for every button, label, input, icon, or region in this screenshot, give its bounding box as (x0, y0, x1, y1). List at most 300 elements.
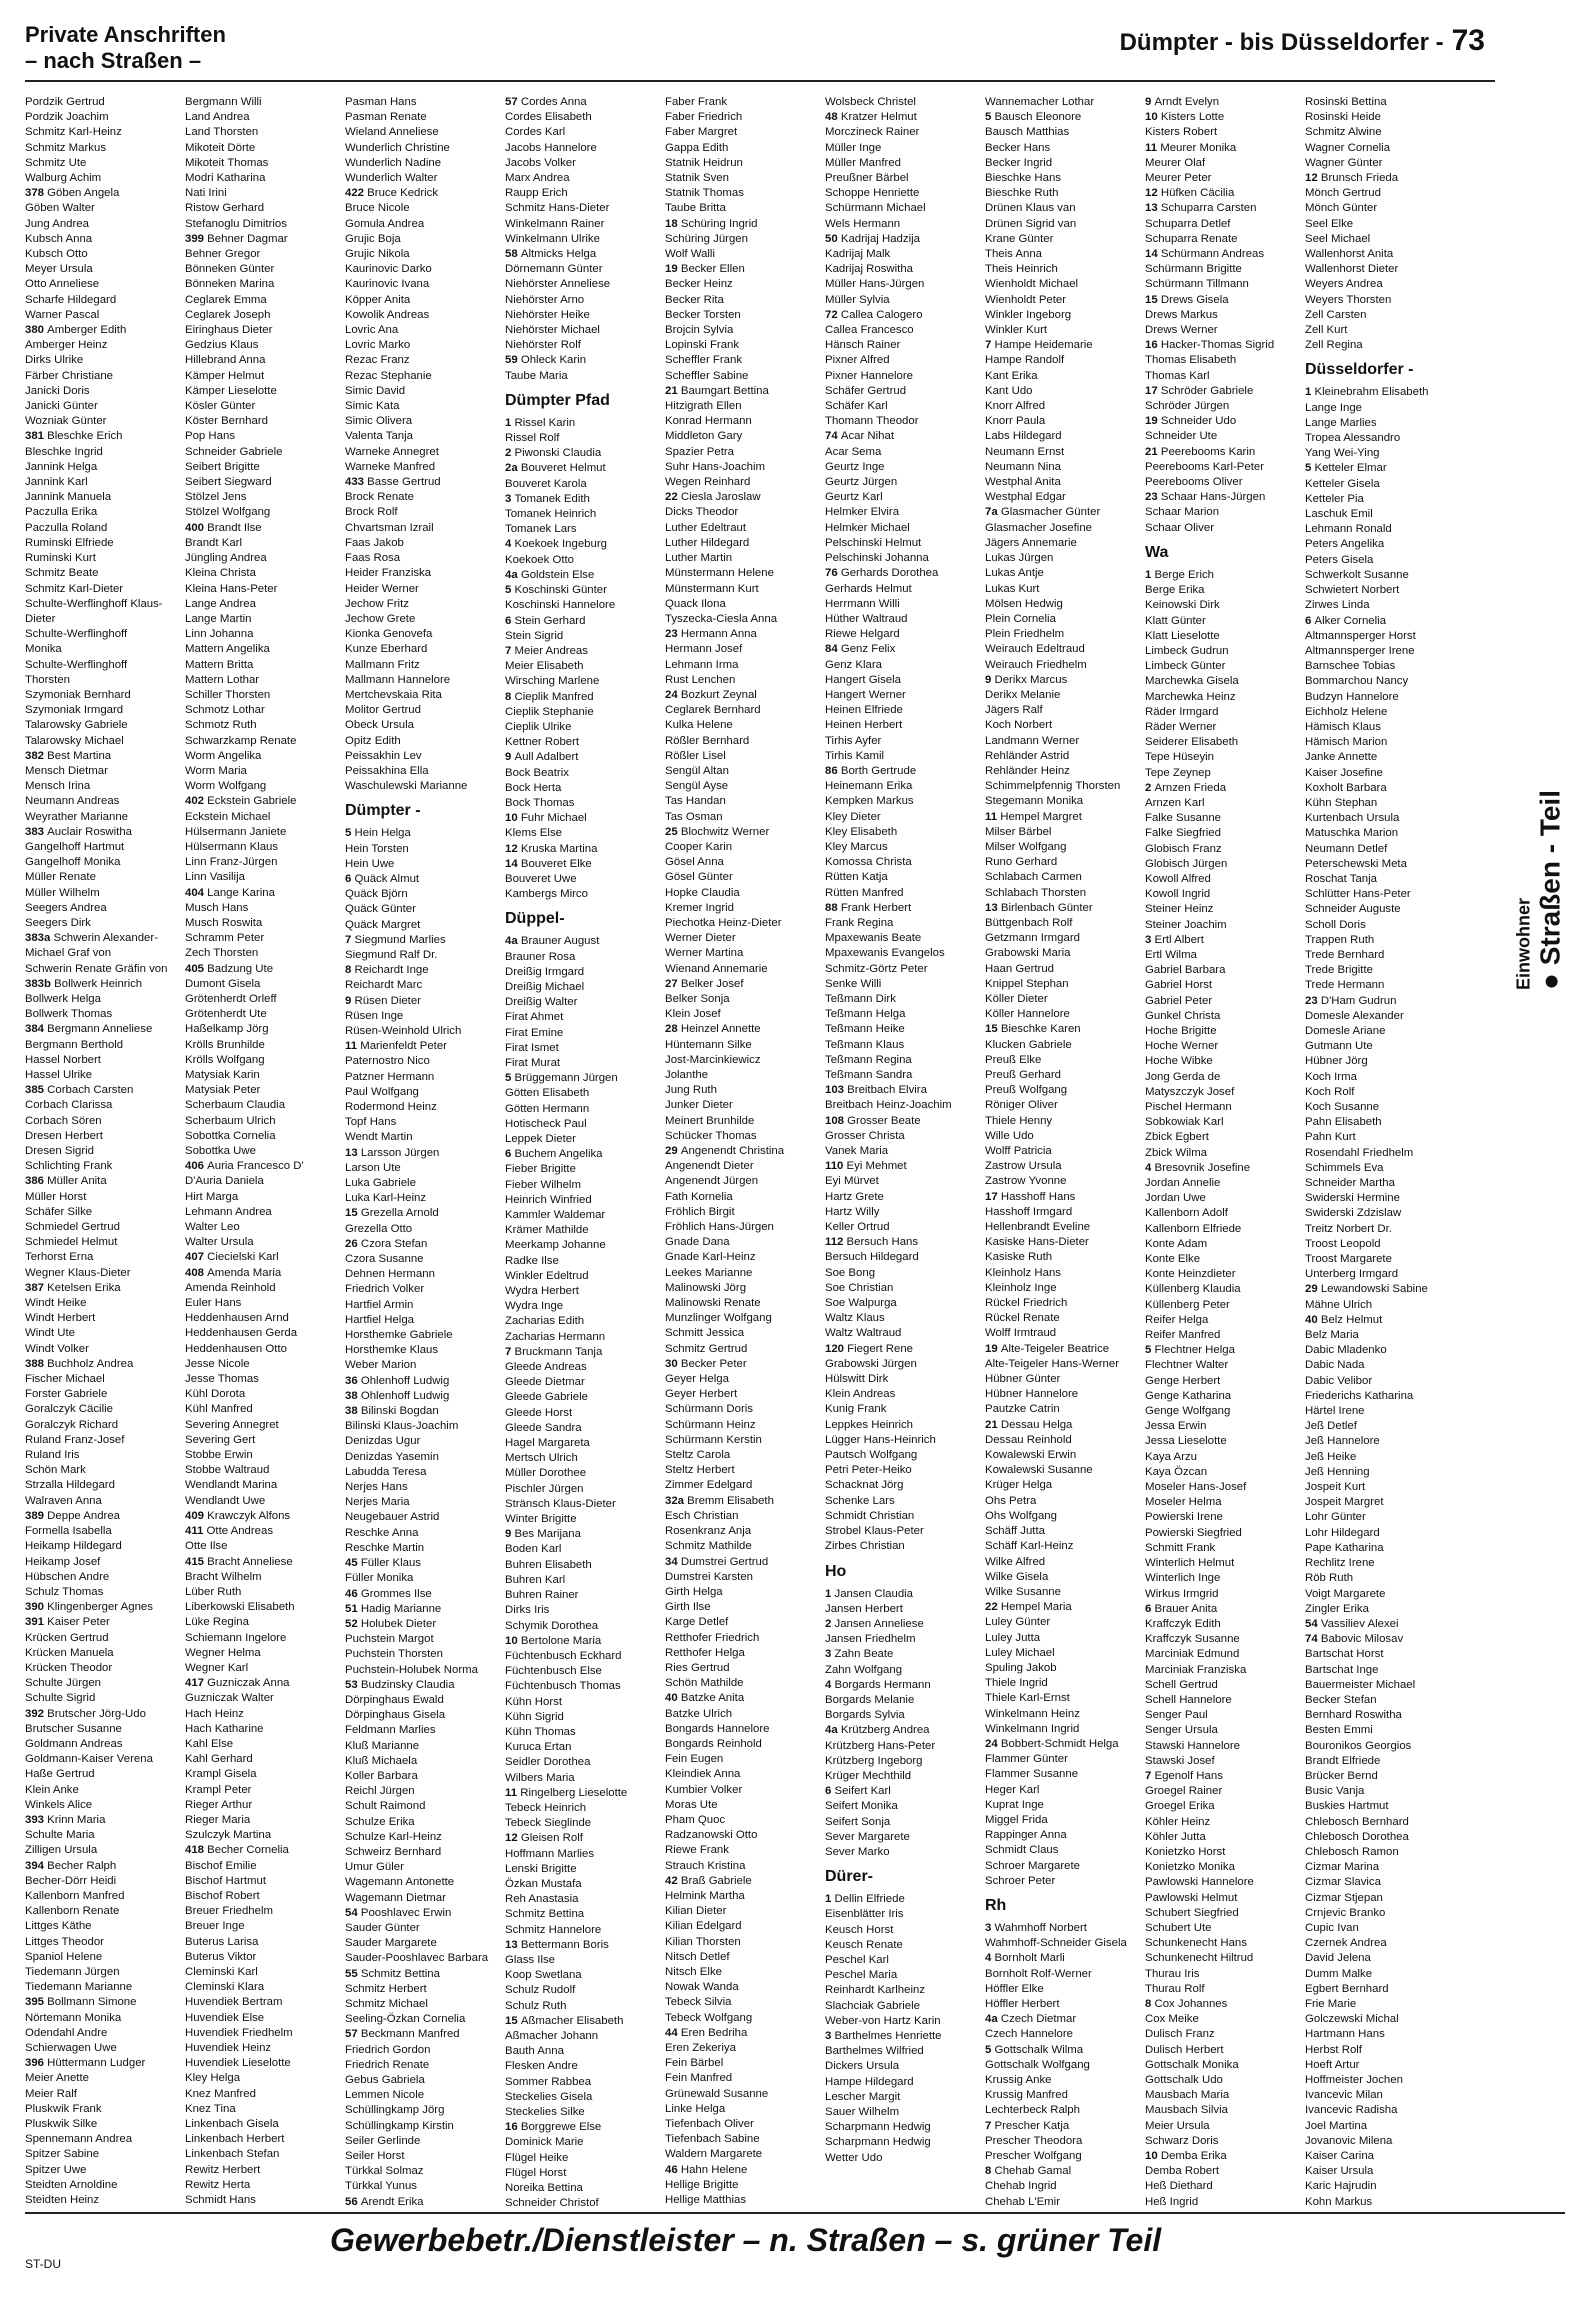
resident-entry: Glass Ilse (505, 1953, 556, 1966)
resident-entry: Brojcin Sylvia (665, 324, 734, 337)
resident-entry: Ivancevic Milan (1305, 2089, 1383, 2102)
resident-entry: Milser Wolfgang (985, 840, 1067, 853)
resident-entry: Bergmann Berthold (25, 1038, 124, 1051)
resident-entry: Simic David (345, 384, 406, 397)
resident-entry: Weyers Thorsten (1305, 293, 1392, 306)
resident-entry: Haßelkamp Jörg (185, 1023, 269, 1036)
resident-entry: Knez Tina (185, 2102, 236, 2115)
resident-entry: Faas Jakob (345, 536, 404, 549)
resident-entry: Kallenborn Manfred (25, 1889, 125, 1902)
resident-entry: Linkenbach Herbert (185, 2133, 285, 2146)
resident-entry: Neugebauer Astrid (345, 1511, 440, 1524)
resident-entry: Strauch Kristina (665, 1859, 746, 1872)
resident-entry: Köster Bernhard (185, 415, 268, 428)
resident-entry: Borgards Sylvia (825, 1709, 905, 1722)
resident-entry: Sengül Ayse (665, 780, 729, 793)
resident-entry: 9 Rüsen Dieter (345, 994, 421, 1007)
resident-entry: Niehörster Michael (505, 324, 600, 337)
resident-entry: Patzner Hermann (345, 1070, 435, 1083)
resident-entry: Thiele Ingrid (985, 1677, 1048, 1690)
resident-entry: Seifert Sonja (825, 1815, 891, 1828)
resident-entry: Preuß Gerhard (985, 1069, 1061, 1081)
resident-entry: Luther Martin (665, 552, 733, 565)
resident-entry: Ketteler Pia (1305, 492, 1364, 505)
resident-entry: 6 Alker Cornelia (1305, 614, 1387, 627)
resident-entry: Tiefenbach Sabine (665, 2133, 760, 2146)
resident-entry: Eren Zekeriya (665, 2042, 736, 2054)
resident-entry: Besten Emmi (1305, 1724, 1373, 1737)
street-heading: Ho (825, 1562, 847, 1580)
resident-entry: Walter Leo (185, 1221, 240, 1234)
resident-entry: Bartschat Inge (1305, 1663, 1379, 1676)
resident-entry: Matyszczyk Josef (1145, 1085, 1235, 1098)
resident-entry: 12 Kruska Martina (505, 842, 598, 855)
resident-entry: Jansen Herbert (825, 1602, 903, 1615)
resident-entry: 17 Hasshoff Hans (985, 1190, 1076, 1203)
resident-entry: Senger Ursula (1145, 1724, 1218, 1737)
resident-entry: Huvendiek Lieselotte (185, 2057, 291, 2070)
resident-entry: Schroer Peter (985, 1874, 1056, 1887)
resident-entry: 18 Schüring Ingrid (665, 217, 758, 230)
resident-entry: Faas Rosa (345, 552, 401, 565)
resident-entry: Schäfer Silke (25, 1205, 93, 1218)
resident-entry: Schimmels Eva (1305, 1161, 1384, 1174)
resident-entry: Füchtenbusch Else (505, 1665, 602, 1678)
resident-entry: Zimmer Edelgard (665, 1479, 753, 1492)
resident-entry: Wahmhoff-Schneider Gisela (985, 1937, 1127, 1950)
resident-entry: Wannemacher Lothar (985, 96, 1095, 108)
resident-entry: Radke Ilse (505, 1254, 559, 1267)
resident-entry: Horsthemke Gabriele (345, 1329, 453, 1342)
resident-entry: Dieter (25, 612, 56, 625)
resident-entry: Wilke Gisela (985, 1570, 1049, 1583)
resident-entry: Falke Siegfried (1145, 827, 1221, 840)
resident-entry: Jovanovic Milena (1305, 2134, 1393, 2147)
resident-entry: Statnik Sven (665, 172, 729, 185)
resident-entry: Konietzko Horst (1145, 1845, 1226, 1858)
resident-entry: Peschel Maria (825, 1969, 898, 1982)
resident-entry: 12 Gleisen Rolf (505, 1832, 583, 1845)
resident-entry: Schlabach Carmen (985, 871, 1082, 884)
resident-entry: Reichl Jürgen (345, 1785, 415, 1798)
resident-entry: Kallenborn Renate (25, 1905, 120, 1918)
resident-entry: Angenendt Jürgen (665, 1175, 759, 1188)
resident-entry: Denizdas Yasemin (345, 1450, 439, 1463)
resident-entry: Schmitz Beate (25, 567, 99, 580)
resident-entry: Köhler Heinz (1145, 1815, 1211, 1828)
resident-entry: Moseler Hans-Josef (1145, 1481, 1247, 1494)
resident-entry: Wolf Walli (665, 248, 715, 261)
resident-entry: Kulka Helene (665, 719, 733, 732)
resident-entry: Luley Günter (985, 1616, 1051, 1629)
resident-entry: Kaya Arzu (1145, 1450, 1197, 1463)
resident-entry: Grabowski Jürgen (825, 1357, 917, 1370)
resident-entry: Krücken Gertrud (25, 1631, 109, 1644)
resident-entry: Kraffczyk Susanne (1145, 1633, 1240, 1646)
resident-entry: Zacharias Hermann (505, 1330, 606, 1343)
resident-entry: Brücker Bernd (1305, 1769, 1378, 1782)
resident-entry: Winterlich Inge (1145, 1572, 1221, 1585)
resident-entry: Hämisch Marion (1305, 736, 1388, 749)
resident-entry: Hübschen Andre (25, 1570, 110, 1583)
resident-entry: Buhren Elisabeth (505, 1558, 592, 1571)
resident-entry: Keinowski Dirk (1145, 599, 1220, 612)
resident-entry: Scharfe Hildegard (25, 293, 117, 306)
resident-entry: Jannink Helga (25, 460, 98, 473)
resident-entry: Seifert Monika (825, 1800, 898, 1813)
resident-entry: Lange Andrea (185, 597, 256, 610)
resident-entry: 5 Flechtner Helga (1145, 1344, 1235, 1357)
resident-entry: Kettner Robert (505, 736, 580, 749)
resident-entry: Zastrow Ursula (985, 1160, 1062, 1173)
resident-entry: Kunze Eberhard (345, 643, 428, 656)
resident-entry: Michael Graf von (25, 947, 112, 960)
resident-entry: 384 Bergmann Anneliese (25, 1023, 153, 1036)
resident-entry: Schell Gertrud (1145, 1678, 1218, 1691)
resident-entry: Getzmann Irmgard (985, 932, 1080, 945)
resident-entry: Hasshoff Irmgard (985, 1205, 1073, 1218)
resident-entry: 6 Buchem Angelika (505, 1148, 603, 1161)
resident-entry: Dresen Sigrid (25, 1145, 95, 1158)
resident-entry: Powierski Irene (1145, 1511, 1223, 1524)
resident-entry: Schneider Gabriele (185, 445, 283, 458)
resident-entry: 404 Lange Karina (185, 886, 275, 899)
resident-entry: Steckelies Silke (505, 2106, 585, 2118)
resident-entry: Schmitz Markus (25, 141, 107, 154)
resident-entry: Wagner Cornelia (1305, 141, 1391, 154)
resident-entry: Krüger Mechthild (825, 1769, 912, 1782)
resident-entry: Heddenhausen Gerda (185, 1327, 298, 1340)
resident-entry: Troost Leopold (1305, 1237, 1381, 1250)
resident-entry: Drünen Sigrid van (985, 217, 1077, 230)
resident-entry: 7 Meier Andreas (505, 644, 588, 657)
resident-entry: Bongards Hannelore (665, 1722, 770, 1735)
street-heading: Wa (1145, 543, 1169, 561)
resident-entry: Schürmann Heinz (665, 1418, 756, 1431)
resident-entry: Stefanoglu Dimitrios (185, 217, 287, 230)
resident-entry: Hülsermann Janiete (185, 825, 287, 838)
resident-entry: Lenski Brigitte (505, 1862, 577, 1875)
resident-entry: Karge Detlef (665, 1616, 729, 1629)
resident-entry: Rodermond Heinz (345, 1101, 437, 1113)
resident-entry: Schneider Auguste (1305, 903, 1401, 916)
resident-entry: Knorr Alfred (985, 400, 1046, 413)
resident-entry: Jeß Henning (1305, 1465, 1370, 1478)
resident-entry: 55 Schmitz Bettina (345, 1967, 440, 1980)
resident-entry: Lukas Antje (985, 567, 1044, 580)
resident-entry: Hillebrand Anna (185, 354, 266, 367)
resident-entry: Linn Vasilija (185, 871, 245, 884)
resident-entry: 22 Hempel Maria (985, 1601, 1072, 1614)
resident-entry: Labs Hildegard (985, 430, 1062, 443)
resident-entry: 74 Acar Nihat (825, 430, 895, 443)
resident-entry: Konrad Hermann (665, 415, 752, 428)
resident-entry: Ries Gertrud (665, 1661, 730, 1674)
street-heading: Düppel- (505, 910, 565, 928)
resident-entry: Jolanthe (665, 1069, 709, 1081)
resident-entry: 7 Bruckmann Tanja (505, 1345, 603, 1358)
resident-entry: Rieger Arthur (185, 1798, 253, 1811)
resident-entry: Walraven Anna (25, 1494, 102, 1507)
resident-entry: Matysiak Karin (185, 1069, 260, 1081)
resident-entry: 16 Borggrewe Else (505, 2121, 602, 2134)
resident-entry: 386 Müller Anita (25, 1175, 107, 1188)
resident-entry: Faber Frank (665, 96, 728, 108)
resident-entry: Schulte-Werflinghoff (25, 658, 128, 671)
resident-entry: Wetter Udo (825, 2151, 883, 2164)
resident-entry: Ketteler Gisela (1305, 477, 1380, 490)
resident-entry: Helmker Michael (825, 521, 910, 534)
resident-entry: Miggel Frida (985, 1813, 1048, 1826)
resident-entry: Heß Ingrid (1145, 2195, 1199, 2208)
resident-entry: Kallenborn Elfriede (1145, 1222, 1242, 1235)
resident-entry: Gottschalk Monika (1145, 2058, 1239, 2071)
resident-entry: Worm Wolfgang (185, 780, 267, 793)
resident-entry: 2a Bouveret Helmut (505, 462, 606, 475)
resident-entry: 411 Otte Andreas (185, 1525, 274, 1538)
resident-entry: Warneke Annegret (345, 445, 439, 458)
resident-entry: Wallenhorst Anita (1305, 248, 1394, 261)
resident-entry: Tas Osman (665, 810, 723, 823)
resident-entry: Klein Anke (25, 1783, 79, 1796)
resident-entry: 15 Grezella Arnold (345, 1207, 439, 1220)
resident-entry: Schlütter Hans-Peter (1305, 888, 1411, 901)
resident-entry: Hangert Gisela (825, 673, 901, 686)
resident-entry: Westphal Anita (985, 476, 1061, 489)
resident-entry: Dreißig Walter (505, 996, 578, 1009)
resident-entry: Lange Inge (1305, 401, 1363, 414)
resident-entry: Kammler Waldemar (505, 1209, 606, 1222)
resident-entry: 409 Krawczyk Alfons (185, 1509, 291, 1522)
resident-entry: Scholl Doris (1305, 918, 1366, 931)
resident-entry: Czora Susanne (345, 1253, 424, 1266)
resident-entry: Hoche Brigitte (1145, 1024, 1217, 1037)
resident-entry: Belz Maria (1305, 1329, 1359, 1342)
resident-entry: Steidten Arnoldine (25, 2178, 118, 2191)
resident-entry: 6 Stein Gerhard (505, 614, 586, 627)
resident-entry: Goralczyk Cäcilie (25, 1403, 113, 1416)
resident-entry: 1 Berge Erich (1145, 568, 1215, 581)
resident-entry: Kisters Robert (1145, 126, 1218, 139)
resident-entry: Mertchevskaia Rita (345, 688, 442, 701)
resident-entry: Reschke Martin (345, 1541, 425, 1554)
resident-entry: Jung Ruth (665, 1084, 717, 1097)
resident-entry: Becker Ingrid (985, 156, 1053, 169)
resident-entry: Bernhard Roswitha (1305, 1709, 1402, 1722)
resident-entry: Chvartsman Izrail (345, 521, 434, 534)
resident-entry: Kilian Dieter (665, 1905, 727, 1918)
resident-entry: Brock Rolf (345, 506, 398, 519)
resident-entry: Rezac Stephanie (345, 369, 432, 382)
resident-entry: Jost-Marcinkiewicz (665, 1053, 761, 1066)
resident-entry: Steltz Carola (665, 1449, 731, 1462)
resident-entry: Gangelhoff Hartmut (25, 840, 125, 853)
resident-entry: Schramm Peter (185, 932, 265, 945)
resident-entry: Keller Ortrud (825, 1221, 890, 1234)
resident-entry: Strzalla Hildegard (25, 1479, 115, 1492)
resident-entry: 24 Bozkurt Zeynal (665, 688, 757, 701)
resident-entry: 1 Rissel Karin (505, 416, 576, 429)
resident-entry: Fischer Michael (25, 1373, 105, 1386)
resident-entry: Wallenhorst Dieter (1305, 263, 1399, 276)
resident-entry: Chehab L'Emir (985, 2195, 1060, 2208)
resident-entry: Radzanowski Otto (665, 1829, 758, 1842)
resident-entry: Jechow Fritz (345, 597, 409, 610)
resident-entry: Winkler Edeltrud (505, 1269, 589, 1282)
resident-entry: Stränsch Klaus-Dieter (505, 1497, 616, 1510)
resident-entry: Fein Manfred (665, 2072, 733, 2085)
resident-entry: Becker Heinz (665, 278, 733, 291)
resident-entry: Land Andrea (185, 111, 250, 124)
resident-entry: Kurtenbach Ursula (1305, 812, 1400, 825)
resident-entry: 7a Glasmacher Günter (985, 506, 1101, 519)
resident-entry: Weirauch Edeltraud (985, 643, 1085, 656)
resident-entry: Chehab Ingrid (985, 2180, 1057, 2193)
street-heading: Rh (985, 1896, 1007, 1914)
resident-entry: Meerkamp Johanne (505, 1239, 606, 1252)
resident-entry: Krüger Helga (985, 1479, 1053, 1492)
resident-entry: Kaiser Ursula (1305, 2165, 1374, 2178)
resident-entry: 23 Hermann Anna (665, 628, 757, 641)
resident-entry: Domesle Alexander (1305, 1009, 1404, 1022)
resident-entry: Golczewski Michal (1305, 2013, 1399, 2026)
resident-entry: Schacknat Jörg (825, 1479, 904, 1492)
resident-entry: 72 Callea Calogero (825, 308, 923, 321)
resident-entry: Kühn Sigrid (505, 1710, 564, 1723)
resident-entry: 3 Wahmhoff Norbert (985, 1921, 1087, 1934)
resident-entry: Rosinski Heide (1305, 111, 1381, 124)
resident-entry: Talarowsky Gabriele (25, 719, 128, 732)
resident-entry: Schoppe Henriette (825, 187, 920, 200)
resident-entry: Dumont Gisela (185, 977, 261, 990)
resident-entry: Lechterbeck Ralph (985, 2104, 1080, 2117)
resident-entry: Götten Elisabeth (505, 1087, 590, 1100)
resident-entry: Winkelmann Ingrid (985, 1722, 1080, 1735)
resident-entry: Schimmelpfennig Thorsten (985, 780, 1121, 793)
resident-entry: Hampe Hildegard (825, 2075, 914, 2088)
resident-entry: Rezac Franz (345, 354, 410, 367)
resident-entry: Türkkal Yunus (345, 2180, 417, 2193)
resident-entry: Rust Lenchen (665, 673, 736, 686)
resident-entry: Heikamp Hildegard (25, 1540, 122, 1553)
resident-entry: Janicki Günter (25, 400, 98, 413)
resident-entry: Röniger Oliver (985, 1099, 1058, 1112)
resident-entry: Reschke Anna (345, 1526, 419, 1539)
resident-entry: Röb Ruth (1305, 1572, 1354, 1585)
resident-entry: Altmannsperger Irene (1305, 644, 1415, 657)
resident-entry: Raupp Erich (505, 187, 568, 200)
resident-entry: 29 Angenendt Christina (665, 1145, 785, 1158)
resident-entry: Hermann Josef (665, 643, 743, 656)
resident-entry: Linkenbach Gisela (185, 2118, 279, 2131)
resident-entry: Schmitz Bettina (505, 1908, 585, 1921)
resident-entry: Stölzel Wolfgang (185, 506, 271, 519)
resident-entry: 4a Krützberg Andrea (825, 1724, 930, 1737)
resident-entry: Krölls Brunhilde (185, 1038, 265, 1051)
resident-entry: Lukas Jürgen (985, 552, 1054, 565)
resident-entry: Schell Hannelore (1145, 1693, 1232, 1706)
resident-entry: Köhler Jutta (1145, 1830, 1206, 1843)
resident-entry: Lovric Ana (345, 324, 399, 337)
resident-entry: 3 Tomanek Edith (505, 492, 590, 505)
resident-entry: 405 Badzung Ute (185, 962, 274, 975)
resident-entry: 3 Ertl Albert (1145, 933, 1204, 946)
resident-entry: Opitz Edith (345, 734, 401, 747)
resident-entry: Seiler Horst (345, 2150, 405, 2163)
resident-entry: Jeß Detlef (1305, 1420, 1357, 1433)
resident-entry: 394 Becher Ralph (25, 1859, 117, 1872)
resident-entry: Piechotka Heinz-Dieter (665, 916, 782, 929)
footer-code: ST-DU (25, 2257, 61, 2271)
resident-entry: Özkan Mustafa (505, 1877, 582, 1890)
resident-entry: Grabowski Maria (985, 947, 1071, 960)
resident-entry: Dirks Iris (505, 1604, 550, 1617)
resident-entry: Malinowski Jörg (665, 1281, 747, 1294)
resident-entry: 32a Bremm Elisabeth (665, 1494, 774, 1507)
resident-entry: Tomanek Heinrich (505, 508, 597, 521)
resident-entry: Grujic Nikola (345, 248, 410, 261)
resident-entry: Joel Martina (1305, 2119, 1368, 2132)
resident-entry: 2 Arnzen Frieda (1145, 781, 1227, 794)
resident-entry: Lescher Margit (825, 2090, 901, 2103)
resident-entry: Räder Irmgard (1145, 705, 1219, 718)
resident-entry: Schulze Karl-Heinz (345, 1830, 442, 1843)
resident-entry: Gösel Anna (665, 856, 724, 869)
resident-entry: Kaya Özcan (1145, 1465, 1208, 1478)
resident-entry: Molitor Gertrud (345, 704, 421, 717)
resident-entry: Derikx Melanie (985, 688, 1061, 701)
resident-entry: Müller Inge (825, 141, 882, 154)
resident-entry: Niehörster Arno (505, 293, 585, 306)
resident-entry: 21 Dessau Helga (985, 1418, 1073, 1431)
resident-entry: Mattern Lothar (185, 673, 260, 686)
resident-entry: Pham Quoc (665, 1813, 726, 1826)
resident-entry: Brandt Karl (185, 536, 242, 549)
resident-entry: Heikamp Josef (25, 1555, 101, 1568)
resident-entry: Horsthemke Klaus (345, 1344, 439, 1357)
resident-entry: Malinowski Renate (665, 1297, 761, 1310)
resident-entry: Jeß Heike (1305, 1450, 1357, 1463)
resident-entry: Tiefenbach Oliver (665, 2118, 754, 2131)
resident-entry: Rüsen-Weinhold Ulrich (345, 1024, 462, 1037)
directory-column (1145, 95, 1305, 2210)
resident-entry: Zahn Wolfgang (825, 1663, 903, 1676)
resident-entry: Winkler Kurt (985, 324, 1048, 337)
resident-entry: Junker Dieter (665, 1099, 733, 1112)
resident-entry: Fath Kornelia (665, 1190, 733, 1203)
resident-entry: Flesken Andre (505, 2060, 578, 2073)
resident-entry: Rückel Renate (985, 1312, 1060, 1325)
resident-entry: Firat Emine (505, 1026, 564, 1039)
resident-entry: Wendlandt Uwe (185, 1494, 266, 1507)
resident-entry: 12 Brunsch Frieda (1305, 172, 1399, 185)
resident-entry: Schmidt Christian (825, 1509, 915, 1522)
resident-entry: Hülswitt Dirk (825, 1373, 889, 1386)
resident-entry: Bouveret Karola (505, 477, 587, 490)
resident-entry: Pixner Alfred (825, 354, 890, 367)
resident-entry: Chlebosch Bernhard (1305, 1815, 1409, 1828)
resident-entry: Seiler Gerlinde (345, 2134, 421, 2147)
resident-entry: Mattern Britta (185, 658, 254, 671)
resident-entry: Pautzke Catrin (985, 1403, 1060, 1416)
resident-entry: Schüring Jürgen (665, 232, 748, 245)
resident-entry: Prescher Theodora (985, 2134, 1083, 2147)
resident-entry: 22 Ciesla Jaroslaw (665, 491, 761, 504)
resident-entry: Cordes Elisabeth (505, 111, 592, 124)
resident-entry: Euler Hans (185, 1297, 242, 1310)
section-title-line2: – nach Straßen – (25, 48, 202, 73)
resident-entry: Swiderski Zdzislaw (1305, 1207, 1402, 1220)
